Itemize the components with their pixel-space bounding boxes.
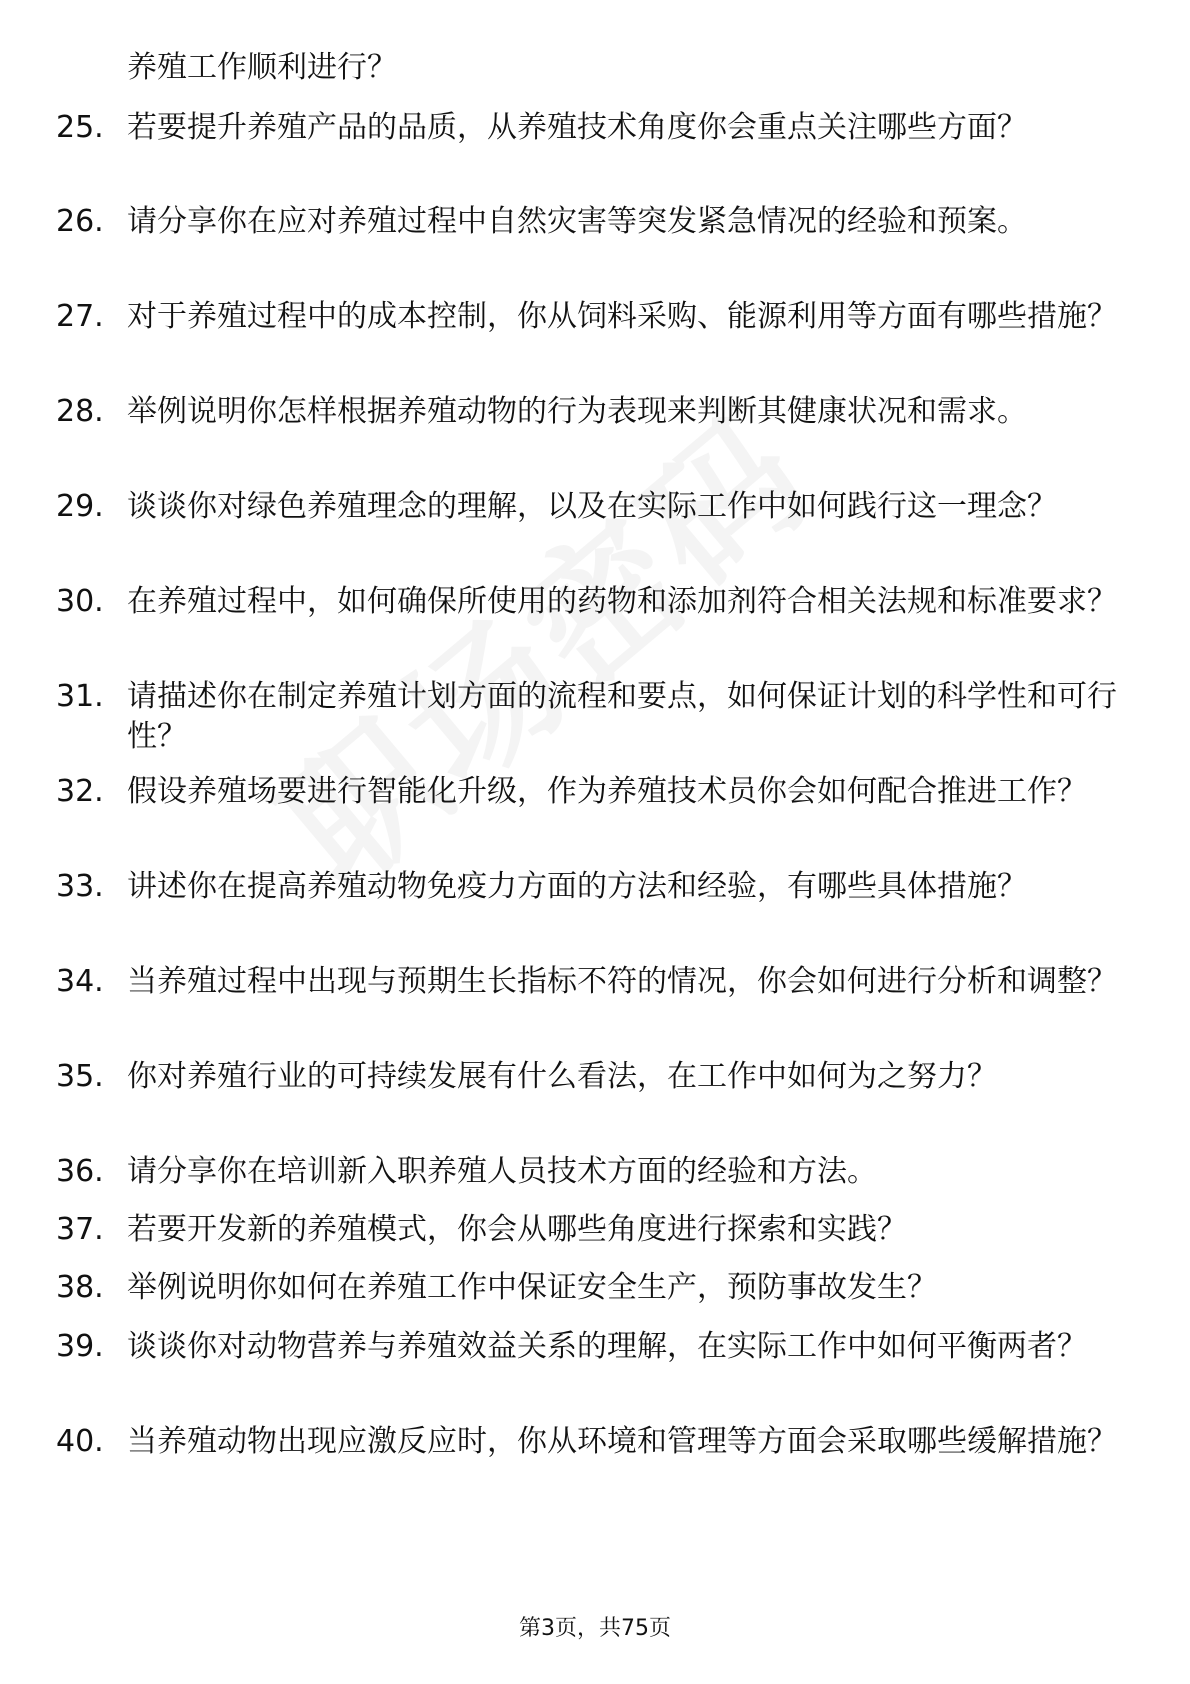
question-text: 谈谈你对动物营养与养殖效益关系的理解，在实际工作中如何平衡两者？ <box>127 1329 1087 1364</box>
page-footer: 第3页，共75页 <box>519 1616 671 1641</box>
question-text: 你对养殖行业的可持续发展有什么看法，在工作中如何为之努力？ <box>127 1059 997 1094</box>
question-number: 29. <box>56 489 104 524</box>
question-text: 举例说明你如何在养殖工作中保证安全生产，预防事故发生？ <box>127 1270 937 1305</box>
question-text: 在养殖过程中，如何确保所使用的药物和添加剂符合相关法规和标准要求？ <box>127 584 1117 619</box>
question-text: 若要开发新的养殖模式，你会从哪些角度进行探索和实践？ <box>127 1212 907 1247</box>
question-number: 36. <box>56 1154 104 1189</box>
question-text: 当养殖过程中出现与预期生长指标不符的情况，你会如何进行分析和调整？ <box>127 964 1117 999</box>
question-number: 32. <box>56 774 104 809</box>
question-text: 若要提升养殖产品的品质，从养殖技术角度你会重点关注哪些方面？ <box>127 110 1027 145</box>
question-number: 30. <box>56 584 104 619</box>
question-text: 当养殖动物出现应激反应时，你从环境和管理等方面会采取哪些缓解措施？ <box>127 1424 1117 1459</box>
question-number: 27. <box>56 299 104 334</box>
question-text: 假设养殖场要进行智能化升级，作为养殖技术员你会如何配合推进工作？ <box>127 774 1087 809</box>
question-number: 26. <box>56 204 104 239</box>
question-number: 39. <box>56 1329 104 1364</box>
question-text: 请分享你在应对养殖过程中自然灾害等突发紧急情况的经验和预案。 <box>127 204 1027 239</box>
question-number: 35. <box>56 1059 104 1094</box>
question-text: 对于养殖过程中的成本控制，你从饲料采购、能源利用等方面有哪些措施？ <box>127 299 1117 334</box>
watermark <box>230 359 847 926</box>
question-number: 37. <box>56 1212 104 1247</box>
question-number: 31. <box>56 679 104 714</box>
question-number: 40. <box>56 1424 104 1459</box>
question-text: 举例说明你怎样根据养殖动物的行为表现来判断其健康状况和需求。 <box>127 394 1027 429</box>
question-text: 请描述你在制定养殖计划方面的流程和要点，如何保证计划的科学性和可行性？ <box>127 679 1117 754</box>
question-text: 谈谈你对绿色养殖理念的理解，以及在实际工作中如何践行这一理念？ <box>127 489 1057 524</box>
question-number: 38. <box>56 1270 104 1305</box>
question-number: 34. <box>56 964 104 999</box>
question-text: 讲述你在提高养殖动物免疫力方面的方法和经验，有哪些具体措施？ <box>127 869 1027 904</box>
question-number: 33. <box>56 869 104 904</box>
question-text: 请分享你在培训新入职养殖人员技术方面的经验和方法。 <box>127 1154 877 1189</box>
question-number: 28. <box>56 394 104 429</box>
continuation-text: 养殖工作顺利进行？ <box>127 50 397 85</box>
question-number: 25. <box>56 110 104 145</box>
